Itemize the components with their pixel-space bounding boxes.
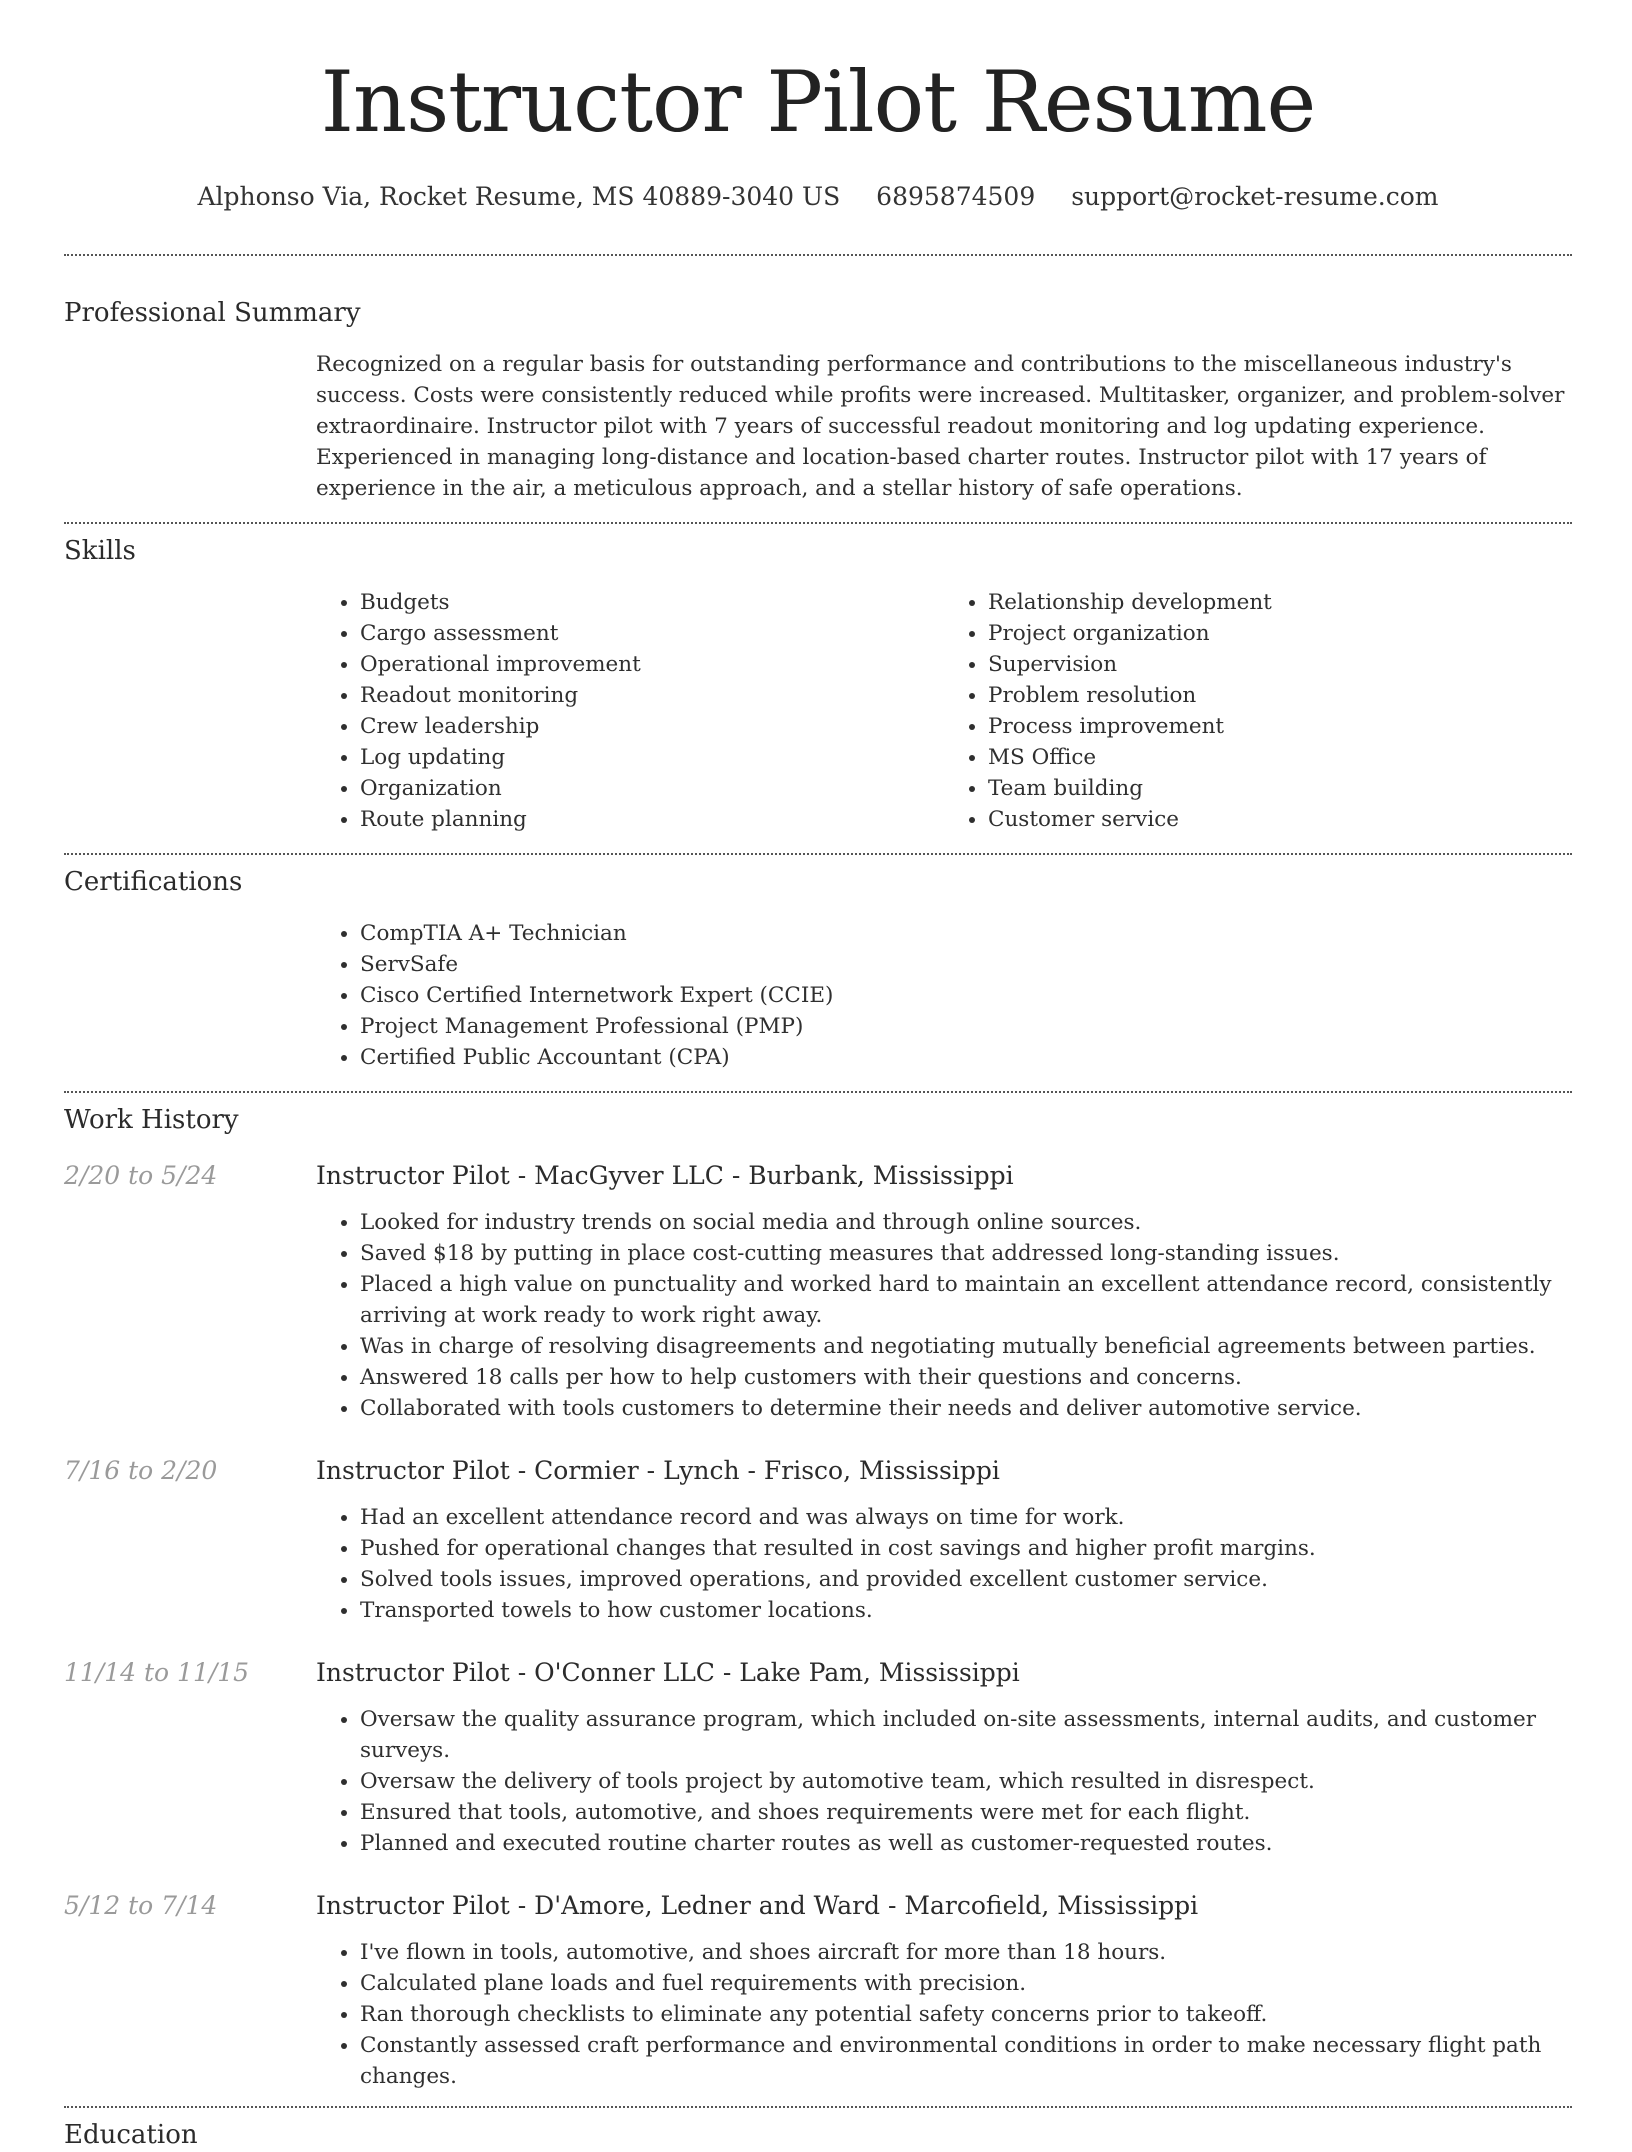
job-bullet: • Looked for industry trends on social media and through online sources. [360,1207,1572,1238]
resume-page [64,0,1572,2152]
skill-item: • Process improvement [988,711,1572,742]
skill-item: • Log updating [360,742,944,773]
skill-item: • Relationship development [988,587,1572,618]
summary-text: Recognized on a regular basis for outstanding performance and contributions to the miscellaneous industry's success. Costs were consistently reduced while profits were increased. Multitasker, organizer, and problem-solver extraordinaire. Instructor pilot with 7 years of successful readout monitoring and log updating experience. Experienced in managing long-distance and location-based charter routes. Instructor pilot with 17 years of experience in the air, a meticulous approach, and a stellar history of safe operations. [316,352,1565,501]
contact-phone: 6895874509 [876,182,1036,211]
job-title: Instructor Pilot - Cormier - Lynch - Frisco, Mississippi [316,1456,1000,1485]
job-bullets [316,1502,1572,1626]
job-header [64,1889,1572,1923]
divider [64,853,1572,855]
skill-item: • Operational improvement [360,649,944,680]
job-entry [64,1454,1572,1626]
job-bullet: • Oversaw the delivery of tools project by automotive team, which resulted in disrespect. [360,1766,1572,1797]
divider [64,2106,1572,2108]
education-heading: Education [64,2120,198,2150]
job-bullets [316,1704,1572,1859]
job-bullet: • Answered 18 calls per how to help customers with their questions and concerns. [360,1362,1572,1393]
skill-item: • MS Office [988,742,1572,773]
skills-heading: Skills [64,536,136,566]
job-dates: 11/14 to 11/15 [64,1658,250,1687]
certification-item: • ServSafe [360,949,1572,980]
skill-item: • Team building [988,773,1572,804]
job-bullet: • Ran thorough checklists to eliminate any potential safety concerns prior to takeoff. [360,1999,1572,2030]
summary-section [316,349,1572,504]
skill-item: • Cargo assessment [360,618,944,649]
skill-item: • Customer service [988,804,1572,835]
skill-item: • Problem resolution [988,680,1572,711]
skill-item: • Project organization [988,618,1572,649]
job-bullet: • Transported towels to how customer locations. [360,1595,1572,1626]
certification-item: • Cisco Certified Internetwork Expert (CCIE) [360,980,1572,1011]
contact-email: support@rocket-resume.com [1071,182,1439,211]
job-bullet: • Constantly assessed craft performance and environmental conditions in order to make necessary flight path changes. [360,2030,1572,2092]
certifications-list [316,918,1572,1073]
page-title: Instructor Pilot Resume [320,53,1316,151]
skill-item: • Budgets [360,587,944,618]
job-header [64,1159,1572,1193]
job-dates: 5/12 to 7/14 [64,1891,218,1920]
job-header [64,1454,1572,1488]
skill-item: • Route planning [360,804,944,835]
job-dates: 2/20 to 5/24 [64,1161,218,1190]
job-bullet: • Solved tools issues, improved operations, and provided excellent customer service. [360,1564,1572,1595]
job-bullet: • Had an excellent attendance record and was always on time for work. [360,1502,1572,1533]
work-history-heading: Work History [64,1105,239,1135]
job-bullet: • Collaborated with tools customers to determine their needs and deliver automotive service. [360,1393,1572,1424]
skill-item: • Organization [360,773,944,804]
certification-item: • Certified Public Accountant (CPA) [360,1042,1572,1073]
job-entry [64,1656,1572,1859]
job-bullet: • Oversaw the quality assurance program, which included on-site assessments, internal audits, and customer surveys. [360,1704,1572,1766]
job-bullet: • Placed a high value on punctuality and worked hard to maintain an excellent attendance record, consistently arriving at work ready to work right away. [360,1269,1572,1331]
skills-column-right [944,587,1572,835]
skill-item: • Crew leadership [360,711,944,742]
job-bullet: • Ensured that tools, automotive, and shoes requirements were met for each flight. [360,1797,1572,1828]
job-bullet: • Calculated plane loads and fuel requirements with precision. [360,1968,1572,1999]
job-title: Instructor Pilot - O'Conner LLC - Lake Pam, Mississippi [316,1658,1020,1687]
summary-heading: Professional Summary [64,298,361,328]
job-bullet: • Was in charge of resolving disagreements and negotiating mutually beneficial agreements between parties. [360,1331,1572,1362]
certifications-section [316,918,1572,1073]
contact-line [64,180,1572,214]
skills-list [316,587,1572,835]
divider [64,254,1572,256]
contact-address: Alphonso Via, Rocket Resume, MS 40889-3040 US [197,182,841,211]
skill-item: • Readout monitoring [360,680,944,711]
divider [64,1091,1572,1093]
certifications-heading: Certifications [64,867,243,897]
job-bullet: • I've flown in tools, automotive, and shoes aircraft for more than 18 hours. [360,1937,1572,1968]
job-title: Instructor Pilot - MacGyver LLC - Burbank, Mississippi [316,1161,1014,1190]
job-bullet: • Planned and executed routine charter routes as well as customer-requested routes. [360,1828,1572,1859]
divider [64,522,1572,524]
certification-item: • Project Management Professional (PMP) [360,1011,1572,1042]
job-bullets [316,1207,1572,1424]
job-entry [64,1159,1572,1424]
job-dates: 7/16 to 2/20 [64,1456,218,1485]
job-entry [64,1889,1572,2092]
job-title: Instructor Pilot - D'Amore, Ledner and Ward - Marcofield, Mississippi [316,1891,1199,1920]
certification-item: • CompTIA A+ Technician [360,918,1572,949]
skills-column-left [316,587,944,835]
job-bullet: • Saved $18 by putting in place cost-cutting measures that addressed long-standing issues. [360,1238,1572,1269]
skill-item: • Supervision [988,649,1572,680]
job-bullets [316,1937,1572,2092]
job-header [64,1656,1572,1690]
job-bullet: • Pushed for operational changes that resulted in cost savings and higher profit margins. [360,1533,1572,1564]
